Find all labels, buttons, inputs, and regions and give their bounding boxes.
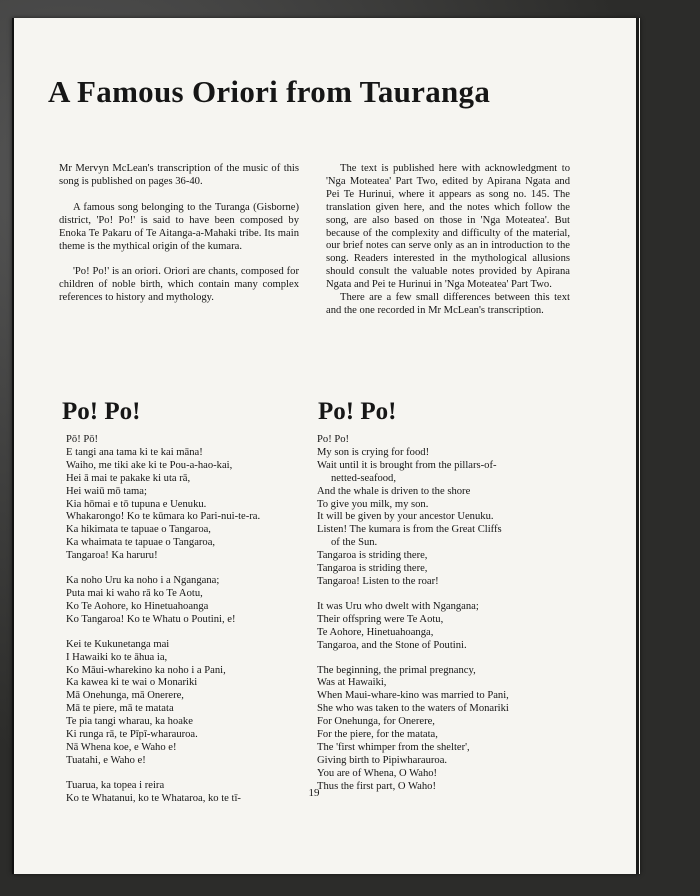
english-translation-text bbox=[317, 434, 575, 806]
verse-line: Tuatahi, e Waho e! bbox=[66, 754, 146, 766]
verse-line: Ko Tangaroa! Ko te Whatu o Poutini, e! bbox=[66, 613, 236, 625]
verse-line: Tangaroa! Ka haruru! bbox=[66, 550, 158, 562]
verse-line: Kei te Kukunetanga mai bbox=[66, 638, 170, 650]
verse-line: Listen! The kumara is from the Great Cliffs bbox=[317, 524, 502, 536]
verse-line: The beginning, the primal pregnancy, bbox=[317, 664, 476, 676]
article-title: A Famous Oriori from Tauranga bbox=[48, 74, 491, 109]
verse-line: The 'first whimper from the shelter', bbox=[317, 741, 470, 753]
verse-line: Tangaroa! Listen to the roar! bbox=[317, 575, 439, 587]
verse-line: netted-seafood, bbox=[331, 472, 397, 484]
verse-line: Waiho, me tiki ake ki te Pou-a-hao-kai, bbox=[66, 459, 233, 471]
verse-line: Giving birth to Pipiwharauroa. bbox=[317, 754, 448, 766]
verse-line: To give you milk, my son. bbox=[317, 498, 429, 510]
verse-line: It was Uru who dwelt with Ngangana; bbox=[317, 600, 479, 612]
verse-line: For the piere, for the matata, bbox=[317, 729, 438, 741]
verse-line: E tangi ana tama ki te kai māna! bbox=[66, 446, 203, 458]
verse-line: Their offspring were Te Aotu, bbox=[317, 613, 444, 625]
verse-line: Ka whaimata te tapuae o Tangaroa, bbox=[66, 537, 216, 549]
verse-line: Hei waiū mō tama; bbox=[66, 485, 147, 497]
stanza bbox=[317, 665, 575, 794]
intro-paragraph: Mr Mervyn McLean's transcription of the music of this song is published on pages 36-40. bbox=[59, 163, 299, 187]
verse-line: Tangaroa is striding there, bbox=[317, 563, 428, 575]
stanza bbox=[66, 639, 316, 768]
intro-paragraph: A famous song belonging to the Turanga (Gisborne) district, 'Po! Po!' is said to have been composed by Enoka Te Pakaru of Te Aitanga-a-Mahaki tribe. Its main theme is the mythical origin of the kumara. bbox=[59, 201, 299, 252]
verse-line: Ko Te Aohore, ko Hinetuahoanga bbox=[66, 600, 209, 612]
intro-paragraph: The text is published here with acknowledgment to 'Nga Moteatea' Part Two, edited by Apirana Ngata and Pei Te Hurinui, where it appears as song no. 145. The translation given here, and the notes which follow the song, are also based on those in 'Nga Moteatea'. But because of the complexity and difficulty of the material, our brief notes can serve only as an in introduction to the song. Readers interested in the mythological allusions should consult the valuable notes provided by Apirana Ngata and Pei te Hurinui in 'Nga Moteatea' Part Two. bbox=[326, 163, 570, 291]
intro-left-column bbox=[59, 163, 299, 305]
intro-paragraph: 'Po! Po!' is an oriori. Oriori are chants, composed for children of noble birth, which contain many complex references to history and mythology. bbox=[59, 266, 299, 304]
verse-line: She who was taken to the waters of Monariki bbox=[317, 703, 509, 715]
verse-line: Po! Po! bbox=[317, 434, 350, 445]
english-song-heading: Po! Po! bbox=[318, 398, 397, 425]
verse-line: Te Aohore, Hinetuahoanga, bbox=[317, 626, 434, 638]
intro-paragraph: There are a few small differences between this text and the one recorded in Mr McLean's transcription. bbox=[326, 292, 570, 316]
verse-line: Kia hōmai e tō tupuna e Uenuku. bbox=[66, 498, 207, 510]
stanza bbox=[317, 601, 575, 653]
verse-line: Ka hikimata te tapuae o Tangaroa, bbox=[66, 524, 211, 536]
verse-line: of the Sun. bbox=[331, 537, 378, 549]
maori-song-text bbox=[66, 434, 316, 818]
verse-line: Mā Onehunga, mā Onerere, bbox=[66, 690, 184, 702]
verse-line: Hei ā mai te pakake ki uta rā, bbox=[66, 472, 191, 484]
page-right-edge bbox=[636, 18, 639, 874]
verse-line: Pō! Pō! bbox=[66, 434, 99, 445]
verse-line: Ka noho Uru ka noho i a Ngangana; bbox=[66, 575, 220, 587]
stanza bbox=[66, 575, 316, 627]
verse-line: Mā te piere, mā te matata bbox=[66, 703, 174, 715]
stanza bbox=[317, 434, 575, 589]
verse-line: And the whale is driven to the shore bbox=[317, 485, 471, 497]
verse-line: For Onehunga, for Onerere, bbox=[317, 716, 435, 728]
verse-line: Ko te Whatanui, ko te Whataroa, ko te tī- bbox=[66, 792, 241, 804]
verse-line: Ka kawea ki te wai o Monariki bbox=[66, 677, 198, 689]
verse-line: Was at Hawaiki, bbox=[317, 677, 387, 689]
verse-line: Tangaroa, and the Stone of Poutini. bbox=[317, 639, 467, 651]
verse-line: Ko Māui-wharekino ka noho i a Pani, bbox=[66, 664, 226, 676]
verse-line: Wait until it is brought from the pillars-of- bbox=[317, 459, 497, 471]
verse-line: My son is crying for food! bbox=[317, 446, 430, 458]
verse-line: It will be given by your ancestor Uenuku. bbox=[317, 511, 494, 523]
verse-line: Tuarua, ka topea i reira bbox=[66, 779, 165, 791]
verse-line: Nā Whena koe, e Waho e! bbox=[66, 741, 177, 753]
verse-line: Whakarongo! Ko te kūmara ko Pari-nui-te-ra. bbox=[66, 511, 261, 523]
verse-line: Te pia tangi wharau, ka hoake bbox=[66, 716, 193, 728]
verse-line: I Hawaiki ko te āhua ia, bbox=[66, 651, 168, 663]
page-number: 19 bbox=[308, 787, 320, 799]
verse-line: Thus the first part, O Waho! bbox=[317, 780, 436, 792]
verse-line: You are of Whena, O Waho! bbox=[317, 767, 438, 779]
page-left-edge bbox=[12, 18, 14, 874]
verse-line: Puta mai ki waho rā ko Te Aotu, bbox=[66, 587, 203, 599]
verse-line: When Maui-whare-kino was married to Pani, bbox=[317, 690, 509, 702]
maori-song-heading: Po! Po! bbox=[62, 398, 141, 425]
verse-line: Ki runga rā, te Pīpī-wharauroa. bbox=[66, 729, 198, 741]
intro-right-column bbox=[326, 163, 570, 318]
stanza bbox=[66, 434, 316, 563]
verse-line: Tangaroa is striding there, bbox=[317, 550, 428, 562]
